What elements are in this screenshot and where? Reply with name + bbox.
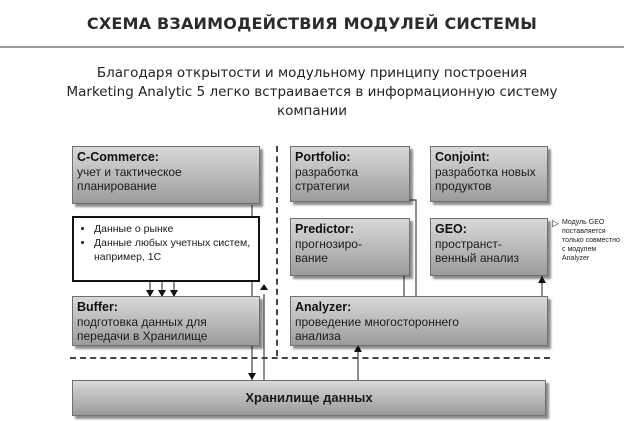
- module-ccommerce-desc-2: планирование: [77, 179, 157, 193]
- module-portfolio-desc-1: разработка: [295, 165, 359, 179]
- module-conjoint: [430, 146, 548, 202]
- module-conjoint-name: Conjoint:: [435, 150, 490, 164]
- module-conjoint-desc-1: разработка новых: [435, 165, 536, 179]
- module-analyzer-desc-1: проведение многостороннего: [295, 315, 459, 329]
- horizontal-dashed-divider: [70, 357, 550, 359]
- data-source-item-2: • Данные любых учетных систем, например, 1С: [94, 236, 252, 264]
- module-ccommerce-name: C-Commerce:: [77, 150, 159, 164]
- data-source-item-1: • Данные о рынке: [94, 222, 252, 236]
- note-pointer-icon: ▷: [552, 218, 559, 228]
- module-buffer-name: Buffer:: [77, 300, 118, 314]
- geo-arrowhead: [538, 276, 546, 283]
- module-analyzer-name: Analyzer:: [295, 300, 352, 314]
- subtitle-line-2: Marketing Analytic 5 легко встраивается в информационную систему: [66, 84, 558, 100]
- subtitle-line-1: Благодаря открытости и модульному принципу построения: [96, 65, 528, 81]
- analyzer-storage-arrowhead: [354, 345, 362, 352]
- module-predictor-desc-2: вание: [295, 251, 328, 265]
- module-geo-name: GEO:: [435, 222, 467, 236]
- subtitle-line-3: компании: [276, 103, 348, 119]
- module-conjoint-desc-2: продуктов: [435, 179, 492, 193]
- module-buffer-desc-2: передачи в Хранилище: [77, 329, 208, 343]
- subtitle: [40, 64, 584, 121]
- data-sources-list: [82, 222, 252, 264]
- module-analyzer-desc-2: анализа: [295, 329, 341, 343]
- title-divider: [0, 46, 624, 48]
- module-analyzer: [290, 296, 548, 346]
- data-sources-box: [72, 216, 260, 282]
- module-geo: [430, 218, 548, 276]
- module-geo-desc-1: пространст-: [435, 237, 502, 251]
- diagram-title: СХЕМА ВЗАИМОДЕЙСТВИЯ МОДУЛЕЙ СИСТЕМЫ: [86, 14, 538, 33]
- module-buffer: [72, 296, 260, 346]
- storage-arrowhead-1: [248, 373, 256, 380]
- geo-note: Модуль GEO поставляется только совместно с модулем Analyzer: [562, 219, 620, 262]
- module-ccommerce: [72, 146, 260, 204]
- module-predictor-desc-1: прогнозиро-: [295, 237, 362, 251]
- module-buffer-desc-1: подготовка данных для: [77, 315, 207, 329]
- module-portfolio-name: Portfolio:: [295, 150, 351, 164]
- module-predictor: [290, 218, 410, 276]
- data-storage: Хранилище данных: [72, 380, 546, 416]
- storage-arrowhead-2: [260, 284, 268, 290]
- module-portfolio-desc-2: стратегии: [295, 179, 350, 193]
- module-ccommerce-desc-1: учет и тактическое: [77, 165, 182, 179]
- module-predictor-name: Predictor:: [295, 222, 355, 236]
- module-portfolio: [290, 146, 410, 202]
- module-geo-desc-2: венный анализ: [435, 251, 520, 265]
- vertical-dashed-divider: [276, 146, 278, 356]
